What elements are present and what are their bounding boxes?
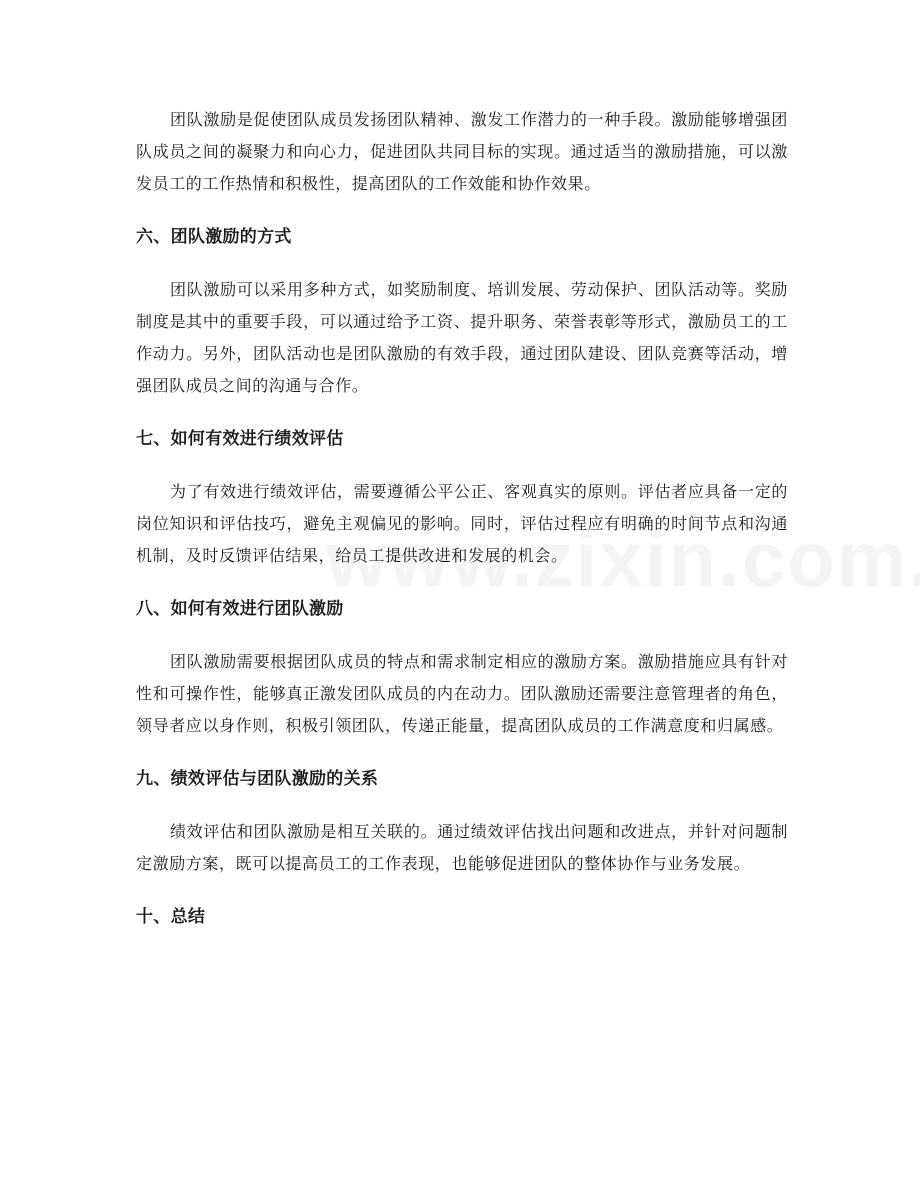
section-heading-6: 六、团队激励的方式 bbox=[136, 227, 292, 247]
paragraph-effective-motivation: 团队激励需要根据团队成员的特点和需求制定相应的激励方案。激励措施应具有针对性和可操作性，能够真正激发团队成员的内在动力。团队激励还需要注意管理者的角色，领导者应以身作则，积极引领团队，传递正能量，提高团队成员的工作满意度和归属感。 bbox=[136, 652, 788, 735]
paragraph-team-motivation-intro: 团队激励是促使团队成员发扬团队精神、激发工作潜力的一种手段。激励能够增强团队成员之间的凝聚力和向心力，促进团队共同目标的实现。通过适当的激励措施，可以激发员工的工作热情和积极性，提高团队的工作效能和协作效果。 bbox=[136, 110, 788, 193]
document-body bbox=[136, 104, 788, 933]
section-heading-9: 九、绩效评估与团队激励的关系 bbox=[136, 769, 379, 789]
section-heading-7: 七、如何有效进行绩效评估 bbox=[136, 429, 344, 449]
section-heading-10: 十、总结 bbox=[136, 907, 206, 927]
section-heading-8: 八、如何有效进行团队激励 bbox=[136, 599, 344, 619]
paragraph-motivation-methods: 团队激励可以采用多种方式，如奖励制度、培训发展、劳动保护、团队活动等。奖励制度是其中的重要手段，可以通过给予工资、提升职务、荣誉表彰等形式，激励员工的工作动力。另外，团队活动也是团队激励的有效手段，通过团队建设、团队竞赛等活动，增强团队成员之间的沟通与合作。 bbox=[136, 280, 788, 395]
paragraph-relationship: 绩效评估和团队激励是相互关联的。通过绩效评估找出问题和改进点，并针对问题制定激励方案，既可以提高员工的工作表现，也能够促进团队的整体协作与业务发展。 bbox=[136, 822, 788, 873]
paragraph-effective-evaluation: 为了有效进行绩效评估，需要遵循公平公正、客观真实的原则。评估者应具备一定的岗位知识和评估技巧，避免主观偏见的影响。同时，评估过程应有明确的时间节点和沟通机制，及时反馈评估结果，给员工提供改进和发展的机会。 bbox=[136, 482, 788, 565]
